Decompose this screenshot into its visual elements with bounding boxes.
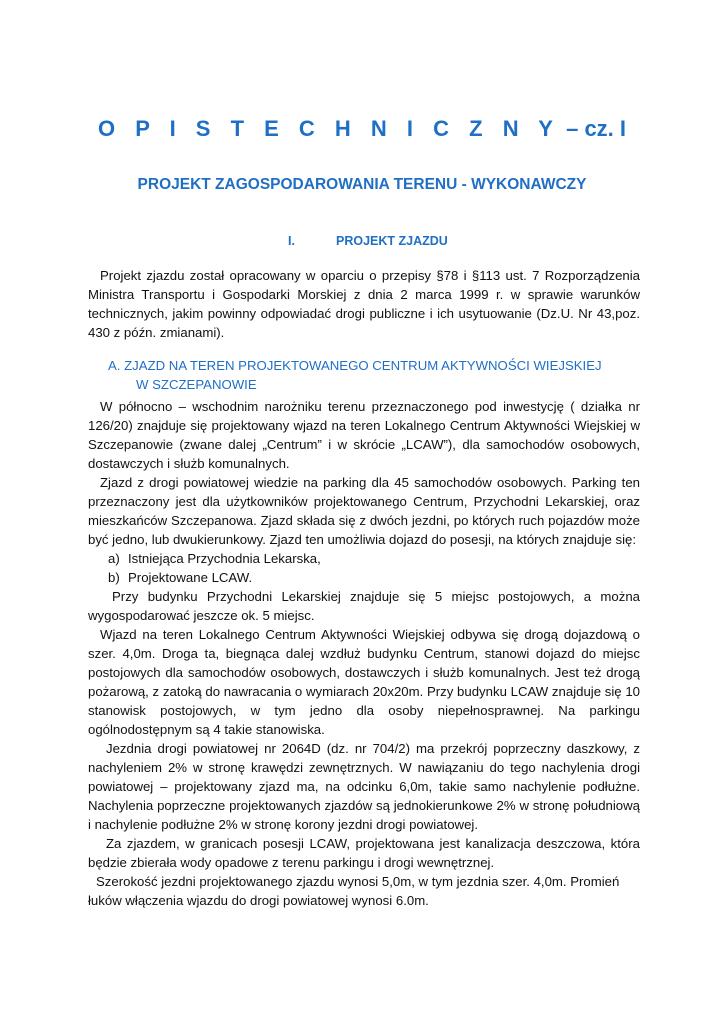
title-suffix: – cz. I <box>559 116 627 141</box>
paragraph: Za zjazdem, w granicach posesji LCAW, projektowana jest kanalizacja deszczowa, która będzie zbierała wody opadowe z terenu parkingu i drogi wewnętrznej. <box>88 836 640 870</box>
section-title: PROJEKT ZJAZDU <box>336 234 448 248</box>
list-marker: b) <box>108 570 120 585</box>
paragraph: Zjazd z drogi powiatowej wiedzie na parking dla 45 samochodów osobowych. Parking ten przeznaczony jest dla użytkowników projektowanego Centrum, Przychodni Lekarskiej, oraz mieszkańców Szczepanowa. Zjazd składa się z dwóch jezdni, po których ruch pojazdów może być jedno, lub dwukierunkowy. Zjazd ten umożliwia dojazd do posesji, na których znajduje się: <box>88 475 640 547</box>
main-text <box>88 397 640 910</box>
paragraph: Szerokość jezdni projektowanego zjazdu wynosi 5,0m, w tym jezdnia szer. 4,0m. Promień łuków włączenia wjazdu do drogi powiatowej wynosi 6.0m. <box>88 874 620 908</box>
subsection-heading-line1: A. ZJAZD NA TEREN PROJEKTOWANEGO CENTRUM AKTYWNOŚCI WIEJSKIEJ <box>108 358 602 373</box>
paragraph: Wjazd na teren Lokalnego Centrum Aktywności Wiejskiej odbywa się drogą dojazdową o szer. 4,0m. Droga ta, biegnąca dalej wzdłuż budynku Centrum, stanowi dojazd do miejsc postojowych dla samochodów osobowych, dostawczych i służb komunalnych. Jest też drogą pożarową, z zatoką do nawracania o wymiarach 20x20m. Przy budynku LCAW znajduje się 10 stanowisk postojowych, w tym jedno dla osoby niepełnosprawnej. Na parkingu ogólnodostępnym są 4 takie stanowiska. <box>88 627 640 737</box>
paragraph: Przy budynku Przychodni Lekarskiej znajduje się 5 miejsc postojowych, a można wygospodarować jeszcze ok. 5 miejsc. <box>88 589 640 623</box>
paragraph: Jezdnia drogi powiatowej nr 2064D (dz. nr 704/2) ma przekrój poprzeczny daszkowy, z nachyleniem 2% w stronę krawędzi zewnętrznych. W nawiązaniu do tego nachylenia drogi powiatowej – projektowany zjazd ma, na odcinku 6,0m, takie samo nachylenie podłużne. Nachylenia poprzeczne projektowanych zjazdów są jednokierunkowe 2% w stronę południową i nachylenie podłużne 2% w stronę korony jezdni drogi powiatowej. <box>88 741 640 832</box>
intro-block <box>88 266 640 342</box>
intro-paragraph: Projekt zjazdu został opracowany w oparciu o przepisy §78 i §113 ust. 7 Rozporządzenia Ministra Transportu i Gospodarki Morskiej z dnia 2 marca 1999 r. w sprawie warunków technicznych, jakim powinny odpowiadać drogi publiczne i ich usytuowanie (Dz.U. Nr 43,poz. 430 z późn. zmianami). <box>88 268 640 340</box>
list-marker: a) <box>108 551 120 566</box>
document-title <box>0 116 724 142</box>
list-item-text: Istniejąca Przychodnia Lekarska, <box>128 551 321 566</box>
paragraph: W północno – wschodnim narożniku terenu przeznaczonego pod inwestycję ( działka nr 126/20) znajduje się projektowany wjazd na teren Lokalnego Centrum Aktywności Wiejskiej w Szczepanowie (zwane dalej „Centrum” i w skrócie „LCAW”), dla samochodów osobowych, dostawczych i służb komunalnych. <box>88 399 640 471</box>
list-item <box>108 549 640 568</box>
title-main: O P I S T E C H N I C Z N Y <box>97 116 560 141</box>
facility-list <box>88 549 640 587</box>
subsection-heading-line2: W SZCZEPANOWIE <box>136 377 257 392</box>
document-subtitle: PROJEKT ZAGOSPODAROWANIA TERENU - WYKONAWCZY <box>137 176 587 193</box>
section-heading <box>288 234 448 248</box>
list-item-text: Projektowane LCAW. <box>128 570 253 585</box>
list-item <box>108 568 640 587</box>
subsection-heading <box>108 356 628 394</box>
section-number: I. <box>288 234 295 248</box>
